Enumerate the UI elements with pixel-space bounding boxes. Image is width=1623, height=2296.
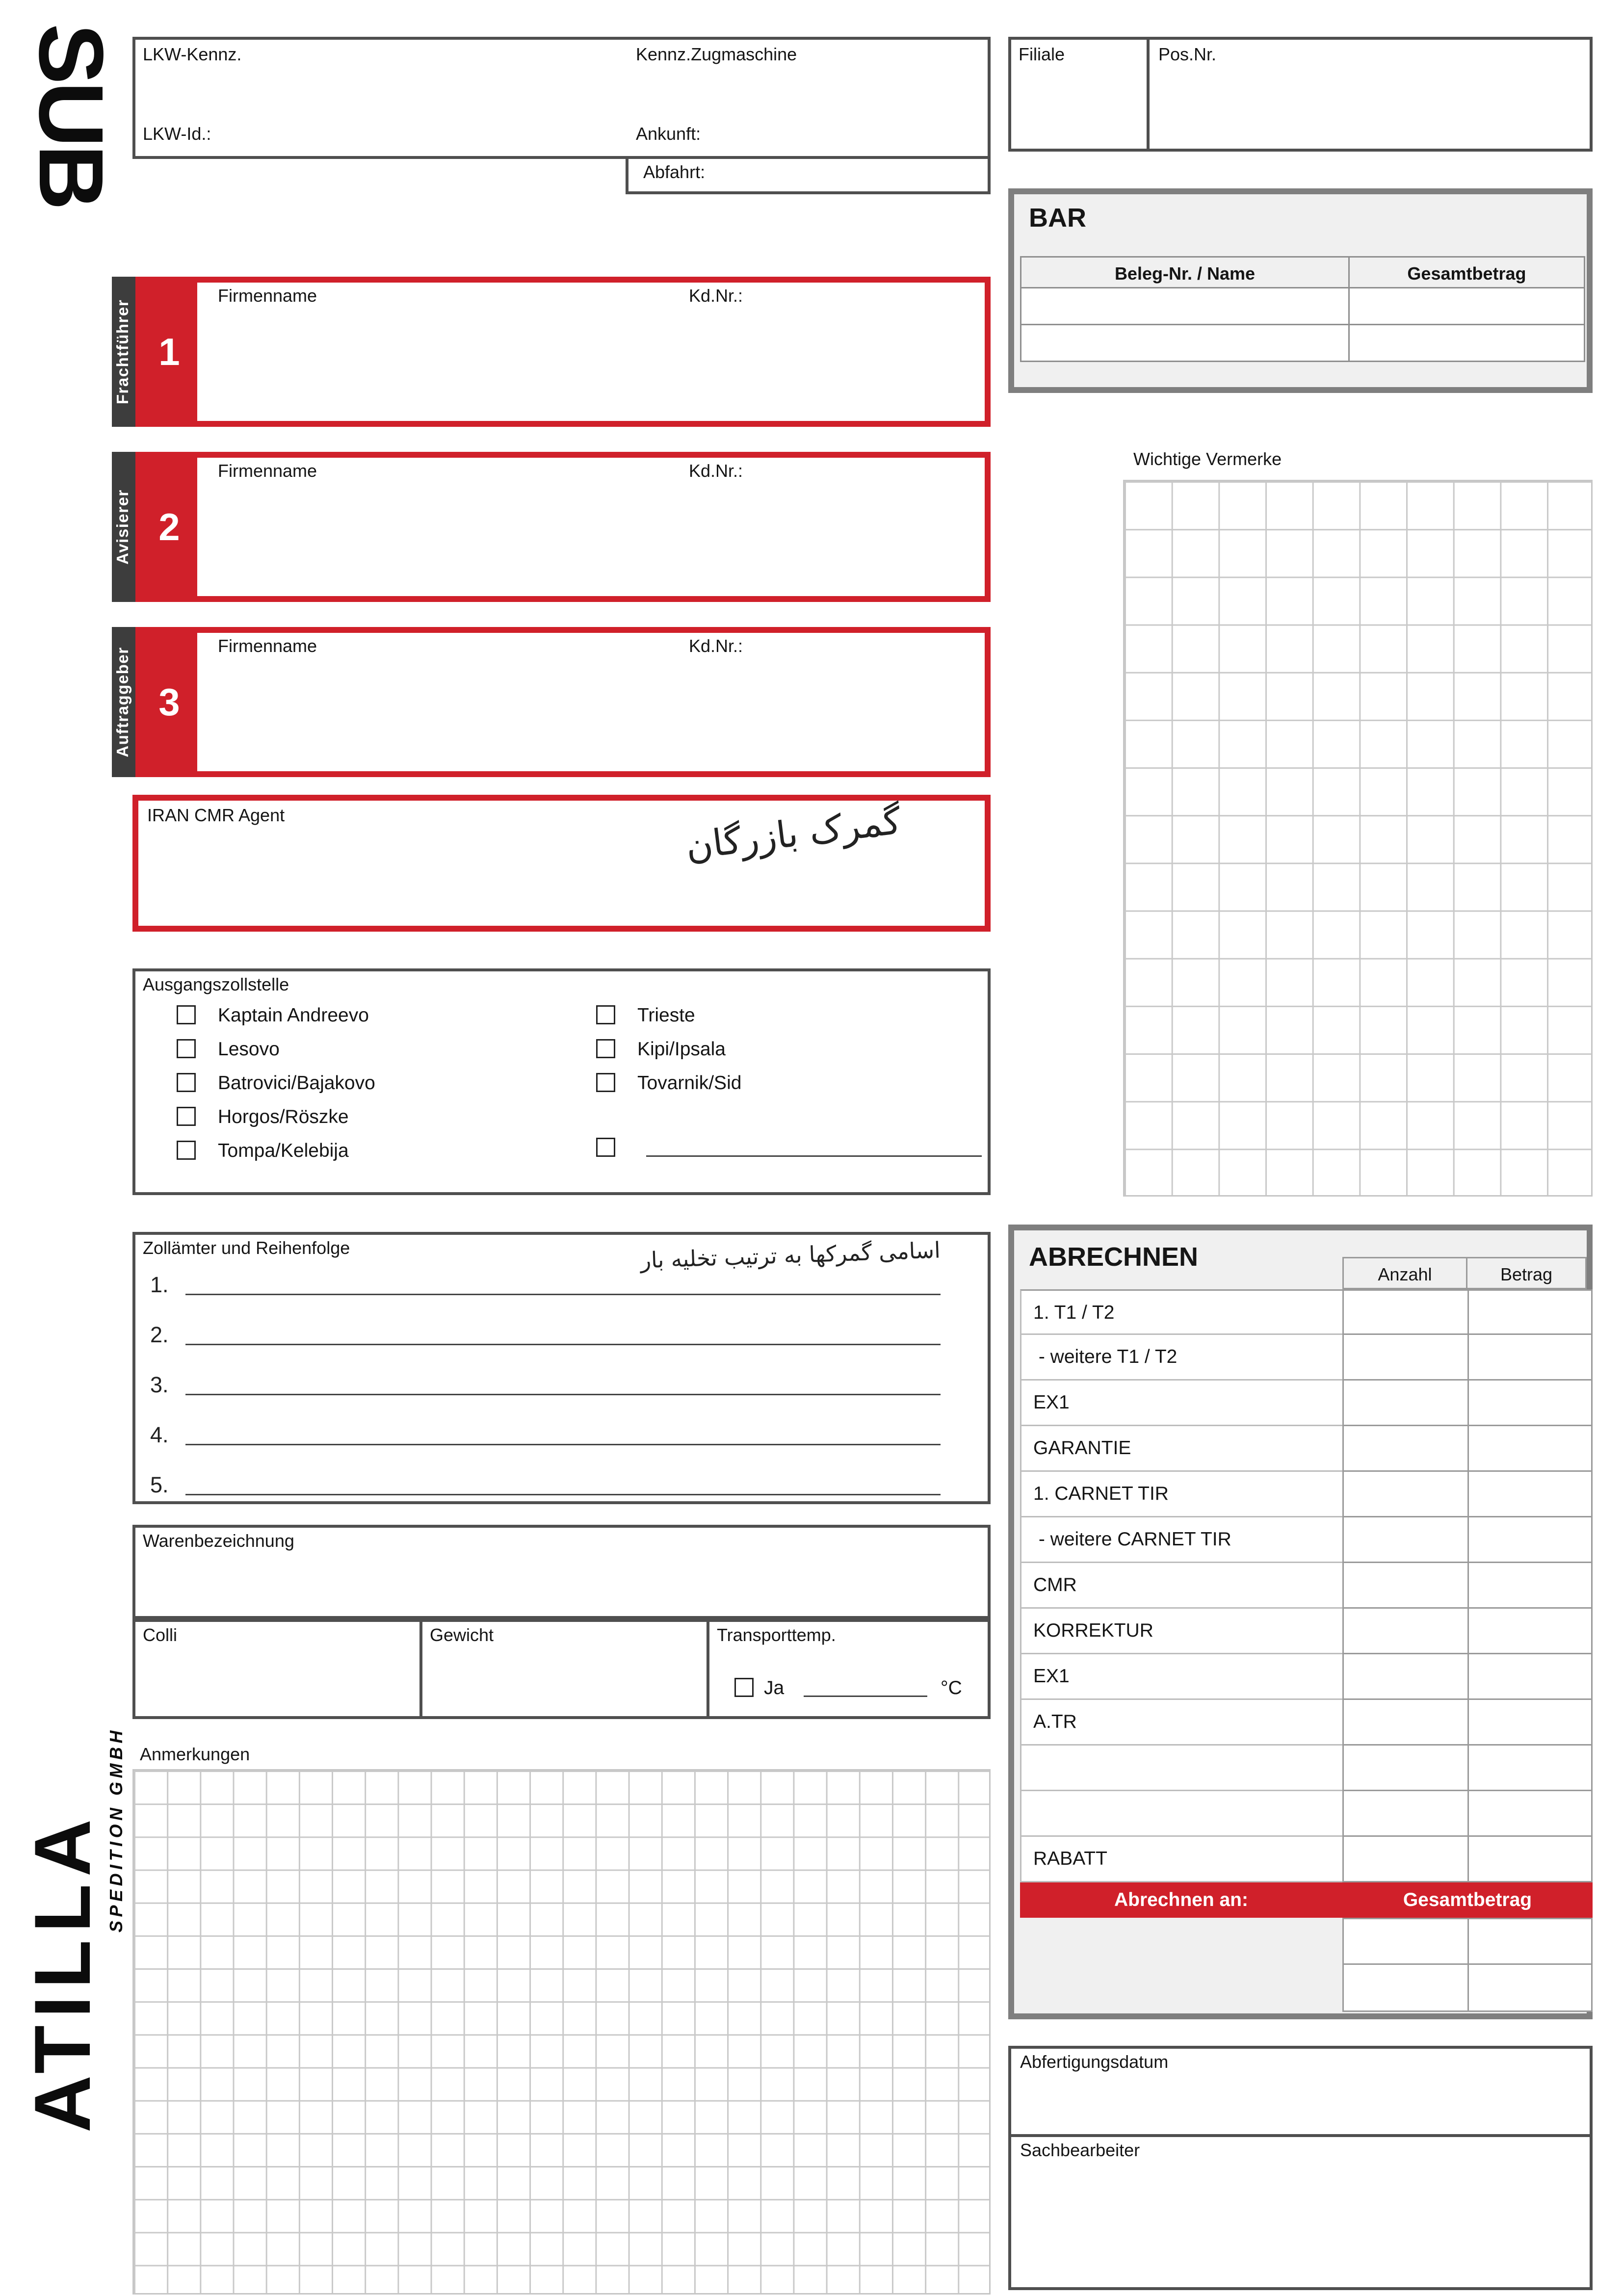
abrechnen-row [1020, 1965, 1593, 2012]
customs-order-line-2[interactable] [185, 1344, 941, 1345]
exit-office-option: Lesovo [218, 1038, 280, 1060]
frachtfuehrer-kd-nr-input[interactable] [759, 287, 966, 316]
colli-box [132, 1619, 422, 1719]
anzahl-cell[interactable] [1342, 1289, 1467, 1335]
abrechnen-row-label: EX1 [1020, 1654, 1342, 1700]
bar-table [1020, 256, 1587, 362]
anzahl-cell[interactable] [1342, 1563, 1467, 1609]
other-exit-office-line[interactable] [646, 1155, 982, 1157]
auftraggeber-firmenname-input[interactable] [218, 662, 659, 758]
abrechnen-row-label: RABATT [1020, 1837, 1342, 1882]
frachtfuehrer-box [135, 277, 991, 427]
abrechnen-row [1020, 1289, 1593, 1335]
lkw-kennz-input[interactable] [143, 66, 584, 110]
abrechnen-row-label [1020, 1746, 1342, 1791]
empty-label-cell [1020, 1918, 1342, 1965]
sachbearbeiter-input[interactable] [1020, 2166, 1579, 2284]
pos-nr-label: Pos.Nr. [1158, 44, 1217, 65]
transporttemp-box [707, 1619, 991, 1719]
abrechnen-row-label: 1. T1 / T2 [1020, 1289, 1342, 1335]
avisierer-firmenname-input[interactable] [218, 487, 659, 583]
kd-nr-label: Kd.Nr.: [689, 636, 743, 656]
ankunft-label: Ankunft: [636, 124, 701, 144]
gewicht-label: Gewicht [430, 1625, 494, 1645]
firmenname-label: Firmenname [218, 636, 317, 656]
iran-cmr-agent-label: IRAN CMR Agent [147, 805, 285, 826]
gewicht-input[interactable] [430, 1651, 702, 1716]
abfahrt-label: Abfahrt: [643, 162, 706, 183]
betrag-cell[interactable] [1467, 1426, 1593, 1472]
checkbox-lesovo[interactable] [177, 1039, 196, 1058]
avisierer-kd-nr-input[interactable] [759, 462, 966, 492]
warenbezeichnung-label: Warenbezeichnung [143, 1531, 294, 1551]
abrechnen-footer-row [1020, 1882, 1593, 1918]
bar-panel [1008, 188, 1593, 393]
customs-order-line-1[interactable] [185, 1294, 941, 1295]
sachbearbeiter-box [1008, 2134, 1593, 2290]
firmenname-label: Firmenname [218, 461, 317, 481]
betrag-cell[interactable] [1467, 1837, 1593, 1882]
party-number-1: 1 [141, 283, 197, 421]
kennz-zugmaschine-input[interactable] [636, 66, 974, 110]
checkbox-kipi-ipsala[interactable] [596, 1039, 615, 1058]
lkw-id-label: LKW-Id.: [143, 124, 211, 144]
anzahl-cell[interactable] [1342, 1791, 1467, 1837]
bar-row [1020, 325, 1587, 362]
brand-sub-title: SUB [19, 24, 121, 208]
anzahl-cell[interactable] [1342, 1517, 1467, 1563]
betrag-cell[interactable] [1467, 1472, 1593, 1517]
office-box [1008, 37, 1593, 152]
abrechnen-an-label: Abrechnen an: [1114, 1888, 1248, 1910]
bar-col-amount-header: Gesamtbetrag [1348, 256, 1585, 288]
bar-title: BAR [1029, 203, 1086, 233]
anzahl-cell[interactable] [1342, 1472, 1467, 1517]
kd-nr-label: Kd.Nr.: [689, 286, 743, 306]
line-number: 4. [150, 1423, 169, 1448]
checkbox-batrovici-bajakovo[interactable] [177, 1073, 196, 1092]
betrag-cell[interactable] [1467, 1965, 1593, 2012]
abrechnen-row [1020, 1472, 1593, 1517]
abrechnen-row [1020, 1381, 1593, 1426]
party-number-3: 3 [141, 633, 197, 771]
abfertigungsdatum-box [1008, 2046, 1593, 2137]
anzahl-cell[interactable] [1342, 1700, 1467, 1746]
ausgangszollstelle-box [132, 968, 991, 1195]
kennz-zugmaschine-label: Kennz.Zugmaschine [636, 44, 797, 65]
warenbezeichnung-input[interactable] [143, 1557, 982, 1616]
anzahl-cell[interactable] [1342, 1837, 1467, 1882]
betrag-cell[interactable] [1467, 1654, 1593, 1700]
exit-office-option: Tovarnik/Sid [637, 1071, 742, 1094]
exit-office-option: Horgos/Röszke [218, 1105, 349, 1127]
anzahl-cell[interactable] [1342, 1746, 1467, 1791]
abfahrt-box [626, 156, 991, 194]
frachtfuehrer-firmenname-input[interactable] [218, 312, 659, 408]
checkbox-temp-ja[interactable] [734, 1678, 754, 1697]
pos-nr-input[interactable] [1158, 72, 1571, 143]
brand-company-subtitle: SPEDITION GMBH [106, 1726, 127, 1932]
transporttemp-label: Transporttemp. [717, 1625, 836, 1645]
checkbox-horgos-roeszke[interactable] [177, 1107, 196, 1126]
lkw-id-input[interactable] [238, 122, 577, 152]
sachbearbeiter-label: Sachbearbeiter [1020, 2140, 1140, 2161]
betrag-cell[interactable] [1467, 1700, 1593, 1746]
iran-cmr-handwriting: گمرک بازرگان [683, 799, 904, 868]
gewicht-box [419, 1619, 709, 1719]
betrag-cell[interactable] [1467, 1381, 1593, 1426]
abrechnen-row [1020, 1654, 1593, 1700]
anzahl-cell[interactable] [1342, 1426, 1467, 1472]
auftraggeber-kd-nr-input[interactable] [759, 637, 966, 667]
line-number: 3. [150, 1373, 169, 1398]
anzahl-cell[interactable] [1342, 1609, 1467, 1654]
abrechnen-row [1020, 1918, 1593, 1965]
temp-value-line[interactable] [804, 1696, 927, 1697]
bar-name-cell[interactable] [1020, 288, 1350, 325]
exit-office-option: Kipi/Ipsala [637, 1038, 726, 1060]
colli-input[interactable] [143, 1651, 415, 1716]
brand-company-name: ATILLA [19, 1812, 107, 2133]
filiale-label: Filiale [1019, 44, 1065, 65]
abrechnen-row-label: - weitere CARNET TIR [1020, 1517, 1342, 1563]
warenbezeichnung-box [132, 1525, 991, 1619]
lkw-kennz-label: LKW-Kennz. [143, 44, 242, 65]
celsius-label: °C [941, 1676, 962, 1698]
customs-order-line-3[interactable] [185, 1394, 941, 1395]
bar-amount-cell[interactable] [1348, 288, 1585, 325]
bar-name-cell[interactable] [1020, 325, 1350, 362]
abrechnen-row-label: CMR [1020, 1563, 1342, 1609]
abrechnen-row-label: KORREKTUR [1020, 1609, 1342, 1654]
line-number: 2. [150, 1323, 169, 1348]
anzahl-cell[interactable] [1342, 1335, 1467, 1381]
reihenfolge-box [132, 1232, 991, 1504]
abrechnen-row-label: A.TR [1020, 1700, 1342, 1746]
abrechnen-row [1020, 1837, 1593, 1882]
checkbox-tompa-kelebija[interactable] [177, 1141, 196, 1160]
party-role-strip-frachtfuehrer: Frachtführer [112, 277, 135, 427]
abrechnen-row-label: 1. CARNET TIR [1020, 1472, 1342, 1517]
abrechnen-row [1020, 1746, 1593, 1791]
exit-office-option: Kaptain Andreevo [218, 1004, 369, 1026]
betrag-cell[interactable] [1467, 1918, 1593, 1965]
abrechnen-row-label [1020, 1791, 1342, 1837]
office-box-divider [1147, 40, 1150, 149]
reihenfolge-label: Zollämter und Reihenfolge [143, 1238, 350, 1258]
customs-order-line-4[interactable] [185, 1444, 941, 1445]
betrag-cell[interactable] [1467, 1335, 1593, 1381]
betrag-cell[interactable] [1467, 1517, 1593, 1563]
checkbox-kaptain-andreevo[interactable] [177, 1005, 196, 1024]
abrechnen-row [1020, 1335, 1593, 1381]
line-number: 1. [150, 1273, 169, 1298]
bar-col-name-header: Beleg-Nr. / Name [1020, 256, 1350, 288]
exit-office-option: Batrovici/Bajakovo [218, 1071, 375, 1094]
abrechnen-row [1020, 1791, 1593, 1837]
checkbox-trieste[interactable] [596, 1005, 615, 1024]
abrechnen-row-label: - weitere T1 / T2 [1020, 1335, 1342, 1381]
bar-row [1020, 288, 1587, 325]
abrechnen-row-label: GARANTIE [1020, 1426, 1342, 1472]
betrag-cell[interactable] [1467, 1563, 1593, 1609]
iran-cmr-agent-box [132, 795, 991, 932]
abrechnen-title: ABRECHNEN [1029, 1242, 1199, 1272]
checkbox-other-exit-office[interactable] [596, 1138, 615, 1157]
abrechnen-row [1020, 1517, 1593, 1563]
vermerke-label: Wichtige Vermerke [1133, 449, 1282, 470]
customs-order-line-5[interactable] [185, 1494, 941, 1495]
empty-label-cell [1020, 1965, 1342, 2012]
bar-amount-cell[interactable] [1348, 325, 1585, 362]
kd-nr-label: Kd.Nr.: [689, 461, 743, 481]
betrag-header: Betrag [1466, 1257, 1587, 1289]
abrechnen-row [1020, 1563, 1593, 1609]
line-number: 5. [150, 1473, 169, 1498]
betrag-cell[interactable] [1467, 1289, 1593, 1335]
auftraggeber-box [135, 627, 991, 777]
checkbox-tovarnik-sid[interactable] [596, 1073, 615, 1092]
anzahl-header: Anzahl [1342, 1257, 1467, 1289]
abfertigungsdatum-input[interactable] [1020, 2078, 1579, 2134]
abrechnen-panel [1008, 1225, 1593, 2019]
abrechnen-row [1020, 1700, 1593, 1746]
abfertigungsdatum-label: Abfertigungsdatum [1020, 2052, 1169, 2072]
anzahl-cell[interactable] [1342, 1381, 1467, 1426]
betrag-cell[interactable] [1467, 1746, 1593, 1791]
party-role-strip-avisierer: Avisierer [112, 452, 135, 602]
anzahl-cell[interactable] [1342, 1654, 1467, 1700]
vehicle-info-box [132, 37, 991, 159]
abrechnen-row-label: EX1 [1020, 1381, 1342, 1426]
anzahl-cell[interactable] [1342, 1918, 1467, 1965]
exit-office-option: Trieste [637, 1004, 695, 1026]
filiale-input[interactable] [1019, 72, 1144, 143]
betrag-cell[interactable] [1467, 1609, 1593, 1654]
avisierer-box [135, 452, 991, 602]
exit-office-option: Tompa/Kelebija [218, 1139, 349, 1161]
anmerkungen-grid[interactable] [132, 1769, 991, 2295]
abrechnen-table [1020, 1289, 1593, 2012]
ja-label: Ja [764, 1676, 785, 1698]
party-role-strip-auftraggeber: Auftraggeber [112, 627, 135, 777]
bar-header-row [1020, 256, 1587, 288]
anmerkungen-label: Anmerkungen [140, 1744, 250, 1765]
reihenfolge-handwriting: اسامی گمرکها به ترتیب تخلیه بار [640, 1237, 941, 1274]
gesamtbetrag-label: Gesamtbetrag [1403, 1888, 1532, 1910]
abfahrt-input[interactable] [732, 162, 967, 191]
abrechnen-row [1020, 1426, 1593, 1472]
betrag-cell[interactable] [1467, 1791, 1593, 1837]
vermerke-grid[interactable] [1123, 480, 1593, 1197]
firmenname-label: Firmenname [218, 286, 317, 306]
party-number-2: 2 [141, 458, 197, 596]
ausgangszollstelle-label: Ausgangszollstelle [143, 974, 289, 995]
ankunft-input[interactable] [724, 122, 960, 152]
anzahl-cell[interactable] [1342, 1965, 1467, 2012]
colli-label: Colli [143, 1625, 178, 1645]
abrechnen-row [1020, 1609, 1593, 1654]
